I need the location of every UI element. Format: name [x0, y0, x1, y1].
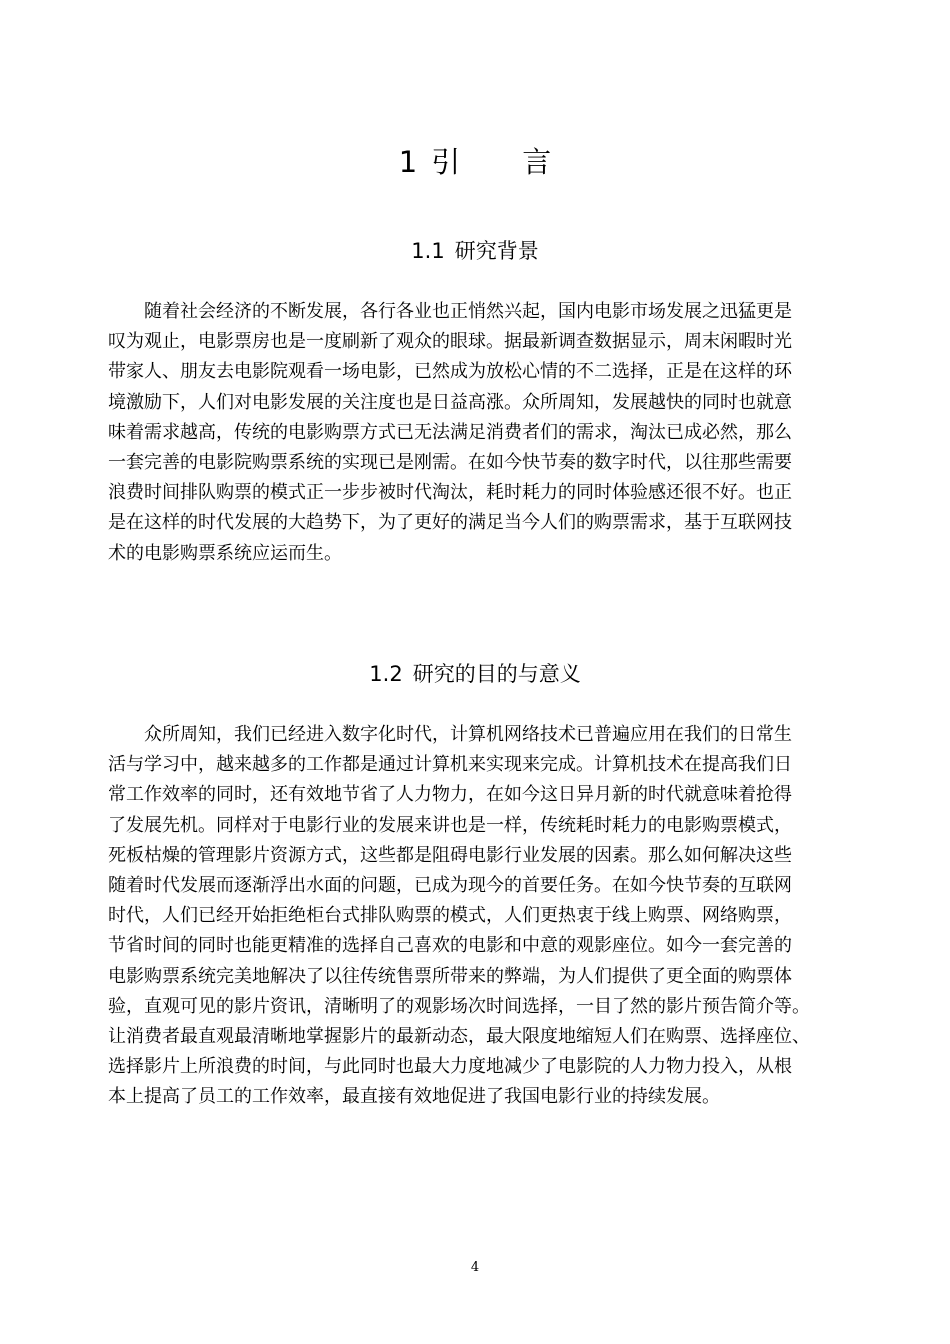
paragraph-line: 电影购票系统完美地解决了以往传统售票所带来的弊端，为人们提供了更全面的购票体	[108, 965, 792, 987]
chapter-title-char-2: 言	[522, 145, 552, 179]
section-title-text: 研究背景	[454, 239, 539, 263]
paragraph-line: 浪费时间排队购票的模式正一步步被时代淘汰，耗时耗力的同时体验感还很不好。也正	[108, 482, 792, 504]
page-number: 4	[470, 1260, 480, 1275]
paragraph-line: 带家人、朋友去电影院观看一场电影，已然成为放松心情的不二选择，正是在这样的环	[108, 361, 792, 383]
paragraph-line: 节省时间的同时也能更精准的选择自己喜欢的电影和中意的观影座位。如今一套完善的	[108, 935, 792, 957]
chapter-title	[0, 138, 950, 186]
paragraph-line: 一套完善的电影院购票系统的实现已是刚需。在如今快节奏的数字时代，以往那些需要	[108, 451, 792, 473]
paragraph-line: 让消费者最直观最清晰地掌握影片的最新动态，最大限度地缩短人们在购票、选择座位、	[108, 1025, 810, 1047]
paragraph-line: 境激励下，人们对电影发展的关注度也是日益高涨。众所周知，发展越快的同时也就意	[108, 391, 792, 413]
paragraph-line: 本上提高了员工的工作效率，最直接有效地促进了我国电影行业的持续发展。	[108, 1086, 720, 1108]
paragraph-line: 常工作效率的同时，还有效地节省了人力物力，在如今这日异月新的时代就意味着抢得	[108, 784, 792, 806]
section-1-1-paragraph	[108, 297, 848, 569]
paragraph-line: 味着需求越高，传统的电影购票方式已无法满足消费者们的需求，淘汰已成必然，那么	[108, 421, 792, 443]
paragraph-line: 叹为观止，电影票房也是一度刷新了观众的眼球。据最新调查数据显示，周末闲暇时光	[108, 331, 792, 353]
section-title-text: 研究的目的与意义	[412, 662, 581, 686]
section-1-2-paragraph	[108, 720, 848, 1112]
paragraph-line: 验，直观可见的影片资讯，清晰明了的观影场次时间选择，一目了然的影片预告简介等。	[108, 995, 810, 1017]
section-number: 1.2	[369, 662, 403, 686]
paragraph-line: 了发展先机。同样对于电影行业的发展来讲也是一样，传统耗时耗力的电影购票模式，	[108, 814, 792, 836]
section-heading-1-1	[0, 234, 950, 268]
paragraph-line: 是在这样的时代发展的大趋势下，为了更好的满足当今人们的购票需求，基于互联网技	[108, 512, 792, 534]
chapter-title-char-1: 引	[431, 145, 461, 179]
paragraph-line: 时代，人们已经开始拒绝柜台式排队购票的模式，人们更热衷于线上购票、网络购票，	[108, 905, 792, 927]
chapter-number: 1	[398, 145, 418, 179]
paragraph-line: 众所周知，我们已经进入数字化时代，计算机网络技术已普遍应用在我们的日常生	[144, 724, 792, 745]
paragraph-line: 术的电影购票系统应运而生。	[108, 542, 342, 564]
section-heading-1-2	[0, 657, 950, 691]
paragraph-line: 活与学习中，越来越多的工作都是通过计算机来实现来完成。计算机技术在提高我们日	[108, 754, 792, 776]
paragraph-line: 随着时代发展而逐渐浮出水面的问题，已成为现今的首要任务。在如今快节奏的互联网	[108, 874, 792, 896]
section-number: 1.1	[411, 239, 445, 263]
paragraph-line: 选择影片上所浪费的时间，与此同时也最大力度地减少了电影院的人力物力投入，从根	[108, 1056, 792, 1078]
paragraph-line: 死板枯燥的管理影片资源方式，这些都是阻碍电影行业发展的因素。那么如何解决这些	[108, 844, 792, 866]
paragraph-line: 随着社会经济的不断发展，各行各业也正悄然兴起，国内电影市场发展之迅猛更是	[144, 301, 792, 322]
